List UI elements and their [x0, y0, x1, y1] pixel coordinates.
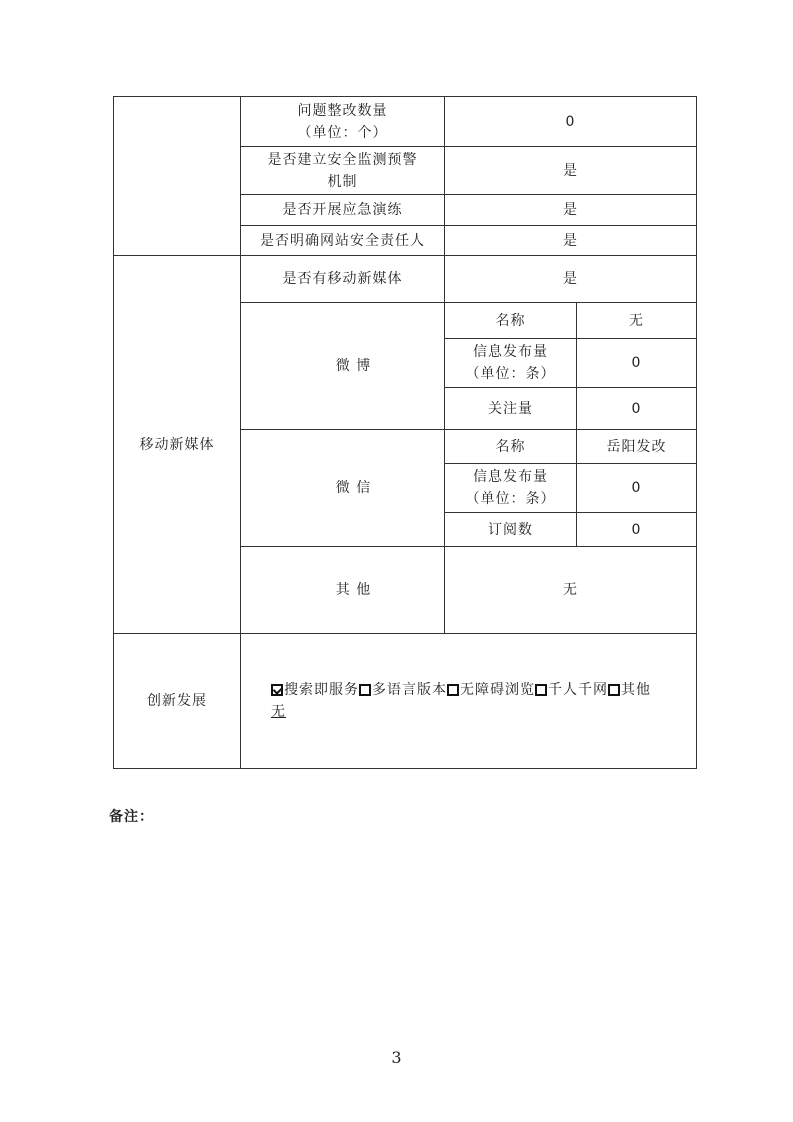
- weibo-followers-label: 关注量: [445, 388, 577, 430]
- checkbox-icon: [608, 684, 620, 696]
- other-media-value: 无: [445, 547, 697, 634]
- row-label-main: 问题整改数量: [297, 102, 388, 119]
- option-accessible-browsing: [447, 682, 535, 698]
- row-value: 是: [445, 147, 697, 195]
- wechat-posts-label-main: 信息发布量: [473, 469, 548, 485]
- table-row: [114, 97, 697, 147]
- other-media-label: 其 他: [241, 547, 445, 634]
- row-value: 0: [445, 97, 697, 147]
- weibo-posts-value: 0: [577, 339, 697, 388]
- wechat-subscribers-value: 0: [577, 513, 697, 547]
- row-label: 是否明确网站安全责任人: [241, 226, 445, 256]
- option-other: [608, 682, 651, 698]
- weibo-followers-value: 0: [577, 388, 697, 430]
- wechat-posts-value: 0: [577, 464, 697, 513]
- option-multilingual: [359, 682, 447, 698]
- row-label: 是否开展应急演练: [241, 195, 445, 226]
- wechat-label: 微 信: [241, 430, 445, 547]
- wechat-name-label: 名称: [445, 430, 577, 464]
- option-label: 其他: [621, 682, 651, 698]
- wechat-subscribers-label: 订阅数: [445, 513, 577, 547]
- row-label-unit: （单位：个）: [297, 124, 388, 141]
- weibo-name-value: 无: [577, 303, 697, 339]
- option-search-as-service: [271, 682, 359, 698]
- option-label: 无障碍浏览: [460, 682, 535, 698]
- weibo-posts-unit: （单位：条）: [465, 366, 556, 382]
- table-row: [114, 256, 697, 303]
- row-label-main: 是否建立安全监测预警: [267, 151, 418, 168]
- row-label: [241, 147, 445, 195]
- other-innovation-value: 无: [271, 704, 286, 720]
- checkbox-checked-icon: [271, 684, 283, 696]
- page-number: 3: [391, 1048, 402, 1067]
- wechat-posts-label: [445, 464, 577, 513]
- note-label: 备注：: [109, 809, 154, 825]
- wechat-posts-unit: （单位：条）: [465, 491, 556, 507]
- weibo-label: 微 博: [241, 303, 445, 430]
- has-mobile-media-label: 是否有移动新媒体: [241, 256, 445, 303]
- checkbox-icon: [359, 684, 371, 696]
- row-value: 是: [445, 226, 697, 256]
- table-row: [114, 634, 697, 769]
- mobile-media-section-label: 移动新媒体: [114, 256, 241, 634]
- innovation-label: 创新发展: [114, 634, 241, 769]
- wechat-name-value: 岳阳发改: [577, 430, 697, 464]
- row-value: 是: [445, 195, 697, 226]
- section-label-cell: [114, 97, 241, 256]
- option-personalized-web: [535, 682, 608, 698]
- row-label-sub: 机制: [327, 173, 358, 190]
- option-label: 搜索即服务: [284, 682, 359, 698]
- report-table: [113, 96, 697, 769]
- option-label: 千人千网: [548, 682, 608, 698]
- weibo-posts-label: [445, 339, 577, 388]
- option-label: 多语言版本: [372, 682, 447, 698]
- checkbox-icon: [535, 684, 547, 696]
- weibo-posts-label-main: 信息发布量: [473, 344, 548, 360]
- weibo-name-label: 名称: [445, 303, 577, 339]
- has-mobile-media-value: 是: [445, 256, 697, 303]
- row-label: [241, 97, 445, 147]
- innovation-options: [241, 634, 697, 769]
- checkbox-icon: [447, 684, 459, 696]
